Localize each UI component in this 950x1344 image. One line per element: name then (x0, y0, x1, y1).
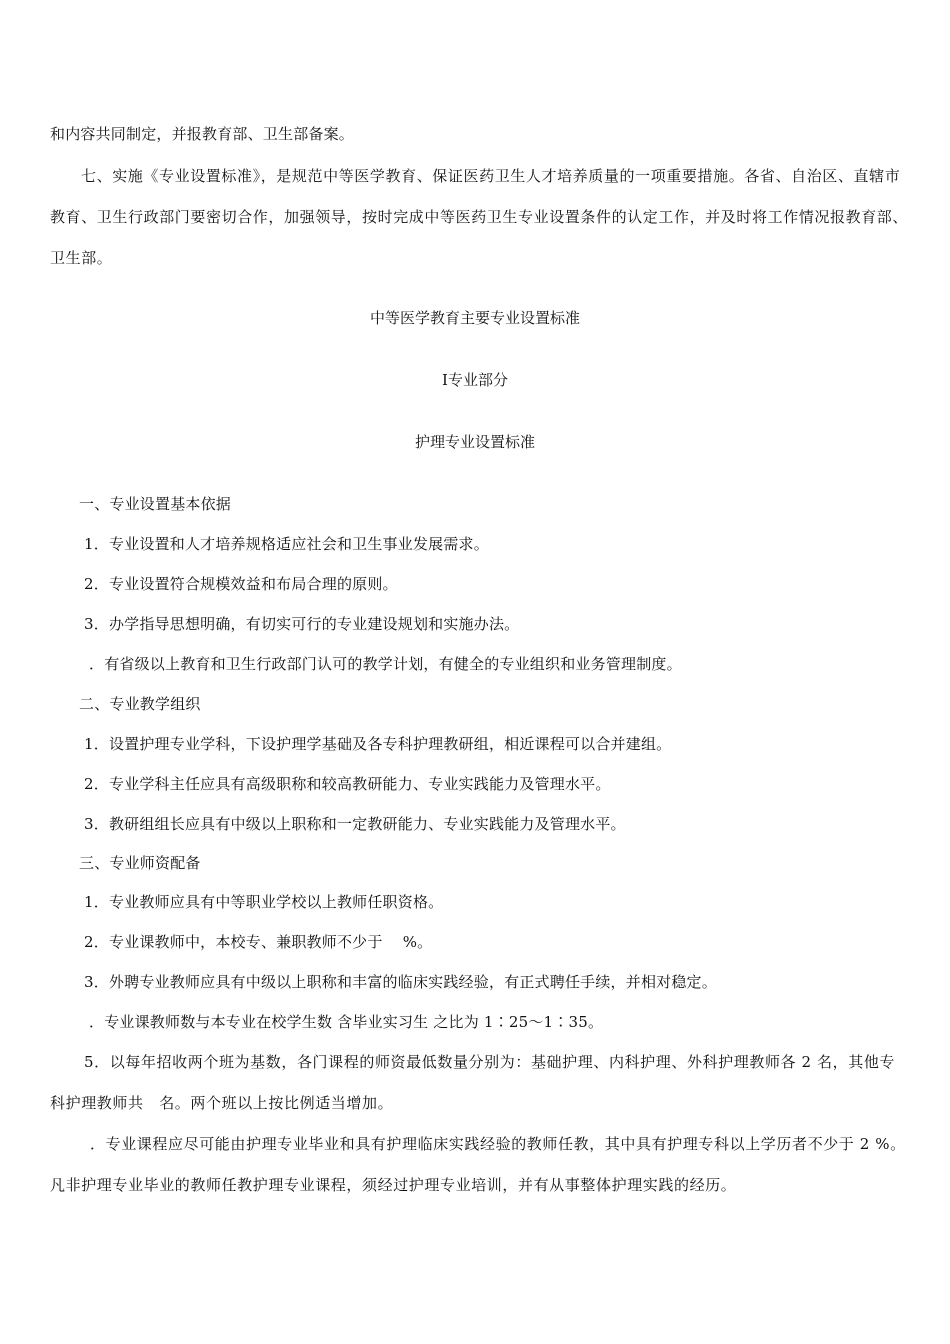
section1-item-4: ．有省级以上教育和卫生行政部门认可的教学计划，有健全的专业组织和业务管理制度。 (89, 655, 682, 673)
section3-item-2: 2．专业课教师中，本校专、兼职教师不少于 %。 (84, 933, 433, 951)
section3-item-1: 1．专业教师应具有中等职业学校以上教师任职资格。 (84, 893, 444, 911)
sub-title: 护理专业设置标准 (414, 433, 535, 451)
item-seven-paragraph: 七、实施《专业设置标准》，是规范中等医学教育、保证医药卫生人才培养质量的一项重要措施。各省、自治区、直辖市教育、卫生行政部门要密切合作，加强领导，按时完成中等医药卫生专业设置条件的认定工作，并及时将工作情况报教育部、卫生部。 (50, 167, 909, 267)
section1-heading: 一、专业设置基本依据 (79, 495, 232, 513)
section1-item-1: 1．专业设置和人才培养规格适应社会和卫生事业发展需求。 (84, 535, 489, 553)
section3-heading: 三、专业师资配备 (79, 854, 201, 872)
section2-heading: 二、专业教学组织 (79, 695, 201, 713)
part-title: Ⅰ专业部分 (442, 371, 508, 389)
main-title: 中等医学教育主要专业设置标准 (369, 309, 580, 327)
section2-item-1: 1．设置护理专业学科，下设护理学基础及各专科护理教研组，相近课程可以合并建组。 (84, 735, 672, 753)
section3-item-6: ．专业课程应尽可能由护理专业毕业和具有护理临床实践经验的教师任教，其中具有护理专科以上学历者不少于 2 %。凡非护理专业毕业的教师任教护理专业课程，须经过护理专业培训，并有从事整体护理实践的经历。 (50, 1135, 906, 1194)
section3-item-4: ．专业课教师数与本专业在校学生数 含毕业实习生 之比为 1∶25～1∶35。 (89, 1013, 604, 1031)
section2-item-3: 3．教研组组长应具有中级以上职称和一定教研能力、专业实践能力及管理水平。 (84, 815, 626, 833)
intro-line: 和内容共同制定，并报教育部、卫生部备案。 (50, 125, 355, 143)
section1-item-3: 3．办学指导思想明确，有切实可行的专业建设规划和实施办法。 (84, 615, 520, 633)
section3-item-3: 3．外聘专业教师应具有中级以上职称和丰富的临床实践经验，有正式聘任手续，并相对稳定。 (84, 973, 717, 991)
section1-item-2: 2．专业设置符合规模效益和布局合理的原则。 (84, 575, 398, 593)
section3-item-5: 5．以每年招收两个班为基数，各门课程的师资最低数量分别为：基础护理、内科护理、外科护理教师各 2 名，其他专科护理教师共 名。两个班以上按比例适当增加。 (50, 1053, 896, 1112)
section2-item-2: 2．专业学科主任应具有高级职称和较高教研能力、专业实践能力及管理水平。 (84, 775, 611, 793)
